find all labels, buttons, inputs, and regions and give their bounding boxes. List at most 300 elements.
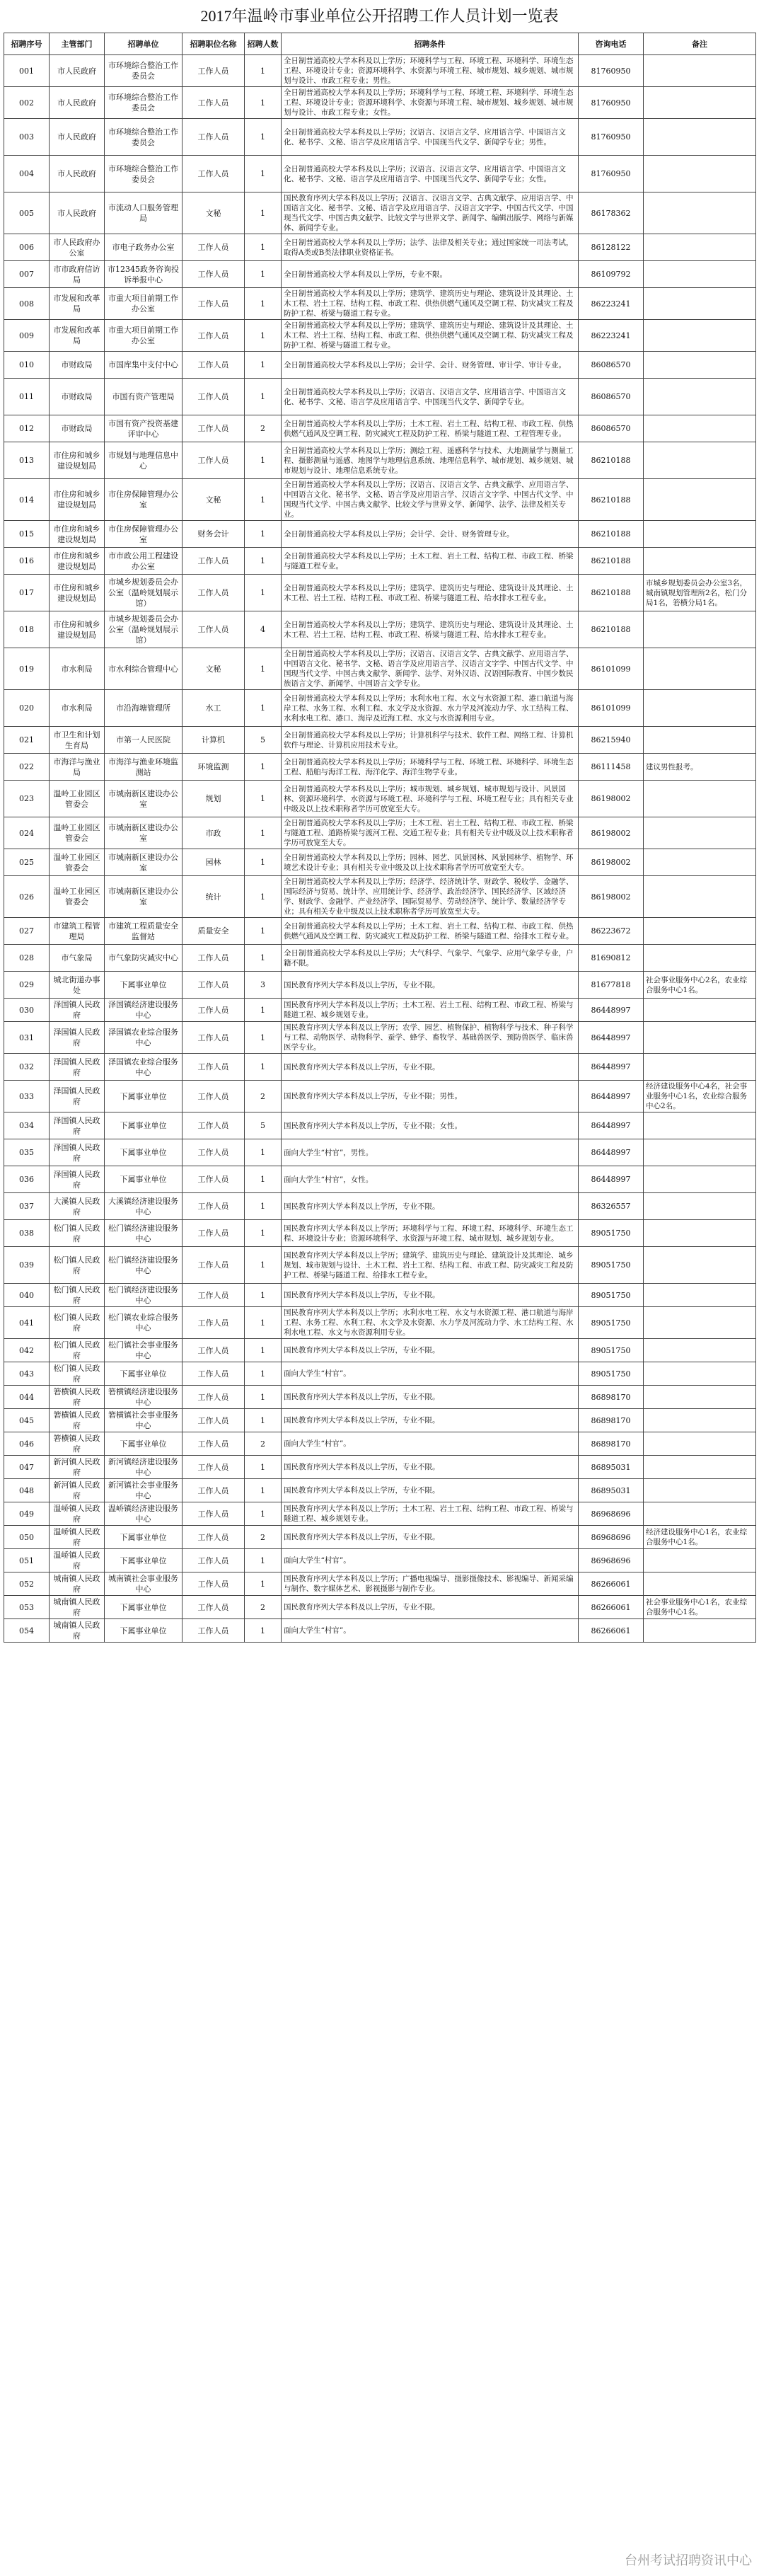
row-position: 园林 xyxy=(182,849,245,876)
table-row xyxy=(4,119,756,156)
row-no: 002 xyxy=(4,87,50,119)
row-count: 1 xyxy=(245,192,282,234)
row-dept: 市市政府信访局 xyxy=(50,261,105,288)
row-phone: 81760950 xyxy=(579,87,644,119)
row-no: 027 xyxy=(4,918,50,945)
row-unit: 松门镇经济建设服务中心 xyxy=(105,1284,182,1307)
row-unit: 市电子政务办公室 xyxy=(105,234,182,261)
row-count: 1 xyxy=(245,87,282,119)
row-count: 1 xyxy=(245,1572,282,1596)
row-requirements: 国民教育序列大学本科及以上学历，专业不限。 xyxy=(282,1339,579,1362)
row-requirements: 全日制普通高校大学本科及以上学历；汉语言、汉语言文学、应用语言学、中国语言文化、秘书学、文秘、语言学及应用语言学、中国现当代文学、新闻学专业。 xyxy=(282,379,579,415)
row-position: 环境监测 xyxy=(182,754,245,781)
row-phone: 86210188 xyxy=(579,479,644,521)
row-no: 018 xyxy=(4,611,50,648)
row-position: 工作人员 xyxy=(182,999,245,1022)
row-phone: 86266061 xyxy=(579,1619,644,1643)
row-dept: 市人民政府 xyxy=(50,156,105,192)
row-unit: 下属事业单位 xyxy=(105,1526,182,1549)
row-phone: 86086570 xyxy=(579,352,644,379)
col-header-requirements: 招聘条件 xyxy=(282,33,579,55)
row-unit: 下属事业单位 xyxy=(105,1362,182,1386)
row-remarks xyxy=(644,876,756,918)
table-row xyxy=(4,192,756,234)
row-count: 1 xyxy=(245,1220,282,1247)
row-no: 010 xyxy=(4,352,50,379)
row-dept: 市气象局 xyxy=(50,945,105,972)
row-position: 工作人员 xyxy=(182,575,245,611)
row-dept: 市住房和城乡建设规划局 xyxy=(50,442,105,479)
row-dept: 市住房和城乡建设规划局 xyxy=(50,575,105,611)
row-requirements: 全日制普通高校大学本科及以上学历；土木工程、岩土工程、结构工程、市政工程、桥梁与隧道工程专业。 xyxy=(282,548,579,575)
row-phone: 81677818 xyxy=(579,972,644,999)
row-remarks xyxy=(644,87,756,119)
row-unit: 箬横镇经济建设服务中心 xyxy=(105,1386,182,1409)
row-count: 4 xyxy=(245,611,282,648)
row-requirements: 全日制普通高校大学本科及以上学历，专业不限。 xyxy=(282,261,579,288)
row-no: 019 xyxy=(4,648,50,690)
table-row xyxy=(4,690,756,727)
row-position: 工作人员 xyxy=(182,320,245,352)
row-position: 工作人员 xyxy=(182,261,245,288)
row-requirements: 全日制普通高校大学本科及以上学历；经济学、经济统计学、财政学、税收学、金融学、国际经济与贸易、统计学、应用统计学、经济学、政治经济学、国民经济学、区域经济学、财政学、金融学、产业经济学、国际贸易学、劳动经济学、统计学、数量经济学专业；具有相关专业中级及以上技术职称者学历可放宽至大专。 xyxy=(282,876,579,918)
row-phone: 81690812 xyxy=(579,945,644,972)
row-phone: 86215940 xyxy=(579,727,644,754)
table-row xyxy=(4,415,756,442)
row-unit: 箬横镇社会事业服务中心 xyxy=(105,1409,182,1432)
row-no: 024 xyxy=(4,817,50,849)
table-row xyxy=(4,1362,756,1386)
row-dept: 市财政局 xyxy=(50,352,105,379)
row-unit: 市城南新区建设办公室 xyxy=(105,817,182,849)
row-requirements: 国民教育序列大学本科及以上学历，专业不限。 xyxy=(282,1596,579,1619)
table-row xyxy=(4,1432,756,1456)
table-row xyxy=(4,1596,756,1619)
row-requirements: 全日制普通高校大学本科及以上学历；计算机科学与技术、软件工程、网络工程、计算机软件与理论、计算机应用技术专业。 xyxy=(282,727,579,754)
row-count: 1 xyxy=(245,1193,282,1220)
row-requirements: 全日制普通高校大学本科及以上学历；环境科学与工程、环境工程、环境科学、环境生态工程、环境设计专业；资源环境科学、水资源与环境工程、城市规划、城乡规划、城市规划与设计、市政工程专业；女性。 xyxy=(282,87,579,119)
table-row xyxy=(4,648,756,690)
table-row xyxy=(4,1619,756,1643)
row-position: 工作人员 xyxy=(182,945,245,972)
row-no: 039 xyxy=(4,1247,50,1284)
col-header-remarks: 备注 xyxy=(644,33,756,55)
row-no: 021 xyxy=(4,727,50,754)
row-unit: 大溪镇经济建设服务中心 xyxy=(105,1193,182,1220)
col-header-dept: 主管部门 xyxy=(50,33,105,55)
row-dept: 城南镇人民政府 xyxy=(50,1596,105,1619)
row-phone: 89051750 xyxy=(579,1284,644,1307)
row-dept: 松门镇人民政府 xyxy=(50,1339,105,1362)
row-unit: 下属事业单位 xyxy=(105,1549,182,1572)
row-count: 1 xyxy=(245,1054,282,1081)
row-position: 工作人员 xyxy=(182,1193,245,1220)
row-count: 1 xyxy=(245,1456,282,1479)
row-unit: 市城乡规划委员会办公室（温岭规划展示馆） xyxy=(105,611,182,648)
row-remarks xyxy=(644,918,756,945)
watermark: 台州考试招聘资讯中心 xyxy=(625,2553,752,2568)
row-no: 023 xyxy=(4,781,50,817)
row-position: 水工 xyxy=(182,690,245,727)
row-phone: 86198002 xyxy=(579,817,644,849)
row-dept: 市住房和城乡建设规划局 xyxy=(50,479,105,521)
row-requirements: 国民教育序列大学本科及以上学历，专业不限。 xyxy=(282,1193,579,1220)
table-row xyxy=(4,1247,756,1284)
table-row xyxy=(4,945,756,972)
table-row xyxy=(4,1502,756,1526)
row-no: 042 xyxy=(4,1339,50,1362)
row-unit: 下属事业单位 xyxy=(105,1619,182,1643)
table-row xyxy=(4,1220,756,1247)
row-no: 016 xyxy=(4,548,50,575)
row-remarks: 建议男性报考。 xyxy=(644,754,756,781)
row-count: 1 xyxy=(245,876,282,918)
row-remarks xyxy=(644,1022,756,1054)
row-unit: 市环境综合整治工作委员会 xyxy=(105,55,182,87)
row-count: 1 xyxy=(245,1619,282,1643)
row-remarks xyxy=(644,648,756,690)
row-unit: 市城南新区建设办公室 xyxy=(105,849,182,876)
row-phone: 89051750 xyxy=(579,1247,644,1284)
row-position: 工作人员 xyxy=(182,1112,245,1139)
row-requirements: 全日制普通高校大学本科及以上学历；环境科学与工程、环境工程、环境科学、环境生态工程、船舶与海洋工程、海洋化学、海洋生物学专业。 xyxy=(282,754,579,781)
row-phone: 86101099 xyxy=(579,690,644,727)
table-row xyxy=(4,288,756,320)
row-phone: 86968696 xyxy=(579,1526,644,1549)
row-remarks xyxy=(644,415,756,442)
table-row xyxy=(4,55,756,87)
row-no: 030 xyxy=(4,999,50,1022)
row-dept: 箬横镇人民政府 xyxy=(50,1386,105,1409)
row-dept: 市建筑工程管理局 xyxy=(50,918,105,945)
col-header-unit: 招聘单位 xyxy=(105,33,182,55)
row-unit: 市环境综合整治工作委员会 xyxy=(105,87,182,119)
row-unit: 市建筑工程质量安全监督站 xyxy=(105,918,182,945)
row-requirements: 国民教育序列大学本科及以上学历；建筑学、建筑历史与理论、建筑设计及其理论、城乡规划、城市规划与设计、土木工程、岩土工程、结构工程、市政工程、防灾减灾工程及防护工程、桥梁与隧道工程、给排水工程专业。 xyxy=(282,1247,579,1284)
table-row xyxy=(4,352,756,379)
row-count: 1 xyxy=(245,320,282,352)
table-row xyxy=(4,234,756,261)
row-count: 5 xyxy=(245,1112,282,1139)
table-row xyxy=(4,972,756,999)
row-dept: 市人民政府 xyxy=(50,87,105,119)
row-phone: 86266061 xyxy=(579,1596,644,1619)
row-position: 工作人员 xyxy=(182,55,245,87)
row-requirements: 国民教育序列大学本科及以上学历，专业不限。 xyxy=(282,1526,579,1549)
row-position: 工作人员 xyxy=(182,1596,245,1619)
row-requirements: 国民教育序列大学本科及以上学历，专业不限；男性。 xyxy=(282,1081,579,1112)
row-count: 2 xyxy=(245,415,282,442)
row-no: 009 xyxy=(4,320,50,352)
row-position: 工作人员 xyxy=(182,1386,245,1409)
row-requirements: 全日制普通高校大学本科及以上学历；园林、园艺、风景园林、风景园林学、植物学、环境艺术设计专业；具有相关专业中级及以上技术职称者学历可放宽至大专。 xyxy=(282,849,579,876)
row-no: 005 xyxy=(4,192,50,234)
row-requirements: 面向大学生“村官”。 xyxy=(282,1549,579,1572)
row-count: 1 xyxy=(245,156,282,192)
row-dept: 松门镇人民政府 xyxy=(50,1362,105,1386)
row-position: 工作人员 xyxy=(182,1054,245,1081)
row-count: 1 xyxy=(245,1339,282,1362)
row-unit: 市住房保障管理办公室 xyxy=(105,521,182,548)
table-row xyxy=(4,849,756,876)
row-phone: 86448997 xyxy=(579,1081,644,1112)
row-phone: 86178362 xyxy=(579,192,644,234)
row-remarks xyxy=(644,261,756,288)
row-phone: 86898170 xyxy=(579,1409,644,1432)
col-header-count: 招聘人数 xyxy=(245,33,282,55)
row-no: 044 xyxy=(4,1386,50,1409)
row-remarks xyxy=(644,1139,756,1166)
row-remarks: 社会事业服务中心2名，农业综合服务中心1名。 xyxy=(644,972,756,999)
row-requirements: 全日制普通高校大学本科及以上学历；土木工程、岩土工程、结构工程、市政工程、供热供燃气通风及空调工程、防灾减灾工程及防护工程、桥梁与隧道工程、给排水工程专业。 xyxy=(282,918,579,945)
table-row xyxy=(4,442,756,479)
table-row xyxy=(4,817,756,849)
row-remarks xyxy=(644,999,756,1022)
row-dept: 松门镇人民政府 xyxy=(50,1284,105,1307)
row-count: 1 xyxy=(245,442,282,479)
row-remarks xyxy=(644,352,756,379)
table-row xyxy=(4,379,756,415)
row-dept: 市水利局 xyxy=(50,690,105,727)
row-dept: 大溪镇人民政府 xyxy=(50,1193,105,1220)
row-phone: 89051750 xyxy=(579,1339,644,1362)
row-remarks xyxy=(644,1362,756,1386)
row-count: 1 xyxy=(245,1284,282,1307)
row-phone: 86223241 xyxy=(579,320,644,352)
row-no: 054 xyxy=(4,1619,50,1643)
row-phone: 86210188 xyxy=(579,442,644,479)
table-row xyxy=(4,261,756,288)
row-position: 计算机 xyxy=(182,727,245,754)
row-count: 1 xyxy=(245,521,282,548)
row-count: 1 xyxy=(245,945,282,972)
table-row xyxy=(4,918,756,945)
row-position: 工作人员 xyxy=(182,442,245,479)
row-remarks xyxy=(644,1054,756,1081)
row-phone: 89051750 xyxy=(579,1220,644,1247)
row-phone: 86448997 xyxy=(579,1166,644,1193)
row-requirements: 全日制普通高校大学本科及以上学历；测绘工程、遥感科学与技术、大地测量学与测量工程、摄影测量与遥感、地图学与地理信息系统、地理信息科学、城市规划、城乡规划、城市规划与设计、地理信息系统专业。 xyxy=(282,442,579,479)
row-count: 1 xyxy=(245,55,282,87)
row-remarks xyxy=(644,1339,756,1362)
row-phone: 86210188 xyxy=(579,521,644,548)
row-remarks xyxy=(644,1247,756,1284)
row-unit: 松门镇经济建设服务中心 xyxy=(105,1247,182,1284)
row-count: 1 xyxy=(245,234,282,261)
row-count: 1 xyxy=(245,849,282,876)
row-requirements: 国民教育序列大学本科及以上学历；农学、园艺、植物保护、植物科学与技术、种子科学与工程、动物医学、动物科学、蚕学、蜂学、畜牧学、基础兽医学、预防兽医学、临床兽医学专业。 xyxy=(282,1022,579,1054)
row-phone: 81760950 xyxy=(579,55,644,87)
row-remarks xyxy=(644,849,756,876)
row-phone: 86198002 xyxy=(579,849,644,876)
row-unit: 下属事业单位 xyxy=(105,972,182,999)
row-remarks xyxy=(644,288,756,320)
row-no: 007 xyxy=(4,261,50,288)
row-unit: 下属事业单位 xyxy=(105,1081,182,1112)
row-no: 052 xyxy=(4,1572,50,1596)
row-phone: 86895031 xyxy=(579,1456,644,1479)
row-no: 022 xyxy=(4,754,50,781)
row-count: 1 xyxy=(245,754,282,781)
row-position: 工作人员 xyxy=(182,1139,245,1166)
row-position: 文秘 xyxy=(182,479,245,521)
row-phone: 86898170 xyxy=(579,1432,644,1456)
row-requirements: 面向大学生“村官”。 xyxy=(282,1619,579,1643)
row-remarks xyxy=(644,690,756,727)
table-row xyxy=(4,781,756,817)
row-count: 5 xyxy=(245,727,282,754)
row-unit: 市12345政务咨询投诉举报中心 xyxy=(105,261,182,288)
row-position: 工作人员 xyxy=(182,288,245,320)
table-row xyxy=(4,1339,756,1362)
row-count: 1 xyxy=(245,1307,282,1339)
row-unit: 市住房保障管理办公室 xyxy=(105,479,182,521)
row-dept: 温岭工业园区管委会 xyxy=(50,849,105,876)
row-phone: 86198002 xyxy=(579,781,644,817)
row-count: 1 xyxy=(245,288,282,320)
row-no: 034 xyxy=(4,1112,50,1139)
row-requirements: 国民教育序列大学本科及以上学历，专业不限。 xyxy=(282,1479,579,1502)
row-dept: 温岭工业园区管委会 xyxy=(50,781,105,817)
row-requirements: 国民教育序列大学本科及以上学历；汉语言、汉语言文学、古典文献学、应用语言学、中国语言文化、秘书学、文秘、语言学及应用语言学、汉语言文字学、中国古代文学、中国现当代文学、中国古典文献学、比较文学与世界文学、新闻学、编辑出版学、网络与新媒体、新闻学专业。 xyxy=(282,192,579,234)
table-row xyxy=(4,1166,756,1193)
row-requirements: 面向大学生“村官”。 xyxy=(282,1432,579,1456)
row-phone: 86448997 xyxy=(579,999,644,1022)
table-row xyxy=(4,1284,756,1307)
row-remarks xyxy=(644,192,756,234)
row-phone: 86448997 xyxy=(579,1054,644,1081)
row-requirements: 面向大学生“村官”。 xyxy=(282,1362,579,1386)
row-requirements: 国民教育序列大学本科及以上学历，专业不限。 xyxy=(282,1456,579,1479)
row-phone: 86223241 xyxy=(579,288,644,320)
row-position: 工作人员 xyxy=(182,234,245,261)
row-remarks xyxy=(644,1479,756,1502)
row-no: 048 xyxy=(4,1479,50,1502)
row-dept: 市人民政府办公室 xyxy=(50,234,105,261)
row-dept: 泽国镇人民政府 xyxy=(50,1081,105,1112)
row-unit: 泽国镇农业综合服务中心 xyxy=(105,1022,182,1054)
row-count: 1 xyxy=(245,575,282,611)
row-dept: 市发展和改革局 xyxy=(50,288,105,320)
row-phone: 86086570 xyxy=(579,379,644,415)
row-position: 规划 xyxy=(182,781,245,817)
row-phone: 86448997 xyxy=(579,1022,644,1054)
row-unit: 市重大项目前期工作办公室 xyxy=(105,288,182,320)
row-unit: 市国有资产投资基建评审中心 xyxy=(105,415,182,442)
row-position: 统计 xyxy=(182,876,245,918)
row-requirements: 全日制普通高校大学本科及以上学历；法学、法律及相关专业；通过国家统一司法考试，取得A类或B类法律职业资格证书。 xyxy=(282,234,579,261)
row-unit: 市国库集中支付中心 xyxy=(105,352,182,379)
row-position: 文秘 xyxy=(182,192,245,234)
row-count: 1 xyxy=(245,1549,282,1572)
row-no: 050 xyxy=(4,1526,50,1549)
row-count: 1 xyxy=(245,1409,282,1432)
table-row xyxy=(4,1479,756,1502)
row-position: 工作人员 xyxy=(182,1456,245,1479)
row-unit: 市环境综合整治工作委员会 xyxy=(105,156,182,192)
row-no: 032 xyxy=(4,1054,50,1081)
row-count: 2 xyxy=(245,1432,282,1456)
row-count: 1 xyxy=(245,352,282,379)
row-dept: 市财政局 xyxy=(50,415,105,442)
row-count: 1 xyxy=(245,1479,282,1502)
row-unit: 下属事业单位 xyxy=(105,1139,182,1166)
row-requirements: 国民教育序列大学本科及以上学历，专业不限。 xyxy=(282,1386,579,1409)
row-no: 045 xyxy=(4,1409,50,1432)
row-dept: 松门镇人民政府 xyxy=(50,1247,105,1284)
row-requirements: 国民教育序列大学本科及以上学历，专业不限。 xyxy=(282,972,579,999)
row-count: 1 xyxy=(245,817,282,849)
row-count: 1 xyxy=(245,479,282,521)
table-row xyxy=(4,611,756,648)
table-row xyxy=(4,1409,756,1432)
row-remarks xyxy=(644,548,756,575)
row-dept: 松门镇人民政府 xyxy=(50,1220,105,1247)
row-no: 017 xyxy=(4,575,50,611)
row-phone: 86223672 xyxy=(579,918,644,945)
row-phone: 86448997 xyxy=(579,1112,644,1139)
row-requirements: 全日制普通高校大学本科及以上学历；汉语言、汉语言文学、应用语言学、中国语言文化、秘书学、文秘、语言学及应用语言学、中国现当代文学、新闻学专业；男性。 xyxy=(282,119,579,156)
row-no: 004 xyxy=(4,156,50,192)
table-row xyxy=(4,727,756,754)
row-phone: 89051750 xyxy=(579,1362,644,1386)
row-requirements: 全日制普通高校大学本科及以上学历；建筑学、建筑历史与理论、建筑设计及其理论、土木工程、岩土工程、结构工程、市政工程、桥梁与隧道工程、给水排水工程专业。 xyxy=(282,611,579,648)
col-header-phone: 咨询电话 xyxy=(579,33,644,55)
row-phone: 86210188 xyxy=(579,611,644,648)
row-count: 3 xyxy=(245,972,282,999)
row-no: 041 xyxy=(4,1307,50,1339)
row-no: 031 xyxy=(4,1022,50,1054)
row-unit: 下属事业单位 xyxy=(105,1596,182,1619)
row-position: 财务会计 xyxy=(182,521,245,548)
row-requirements: 全日制普通高校大学本科及以上学历；建筑学、建筑历史与理论、建筑设计及其理论、土木工程、岩土工程、结构工程、市政工程、供热供燃气通风及空调工程、防灾减灾工程及防护工程、桥梁与隧道工程专业。 xyxy=(282,320,579,352)
row-dept: 箬横镇人民政府 xyxy=(50,1409,105,1432)
row-unit: 市重大项目前期工作办公室 xyxy=(105,320,182,352)
row-dept: 新河镇人民政府 xyxy=(50,1479,105,1502)
row-phone: 86968696 xyxy=(579,1502,644,1526)
row-position: 工作人员 xyxy=(182,1409,245,1432)
row-remarks: 市城乡规划委员会办公室3名，城南镇规划管理所2名，松门分局1名，箬横分局1名。 xyxy=(644,575,756,611)
row-no: 012 xyxy=(4,415,50,442)
row-no: 001 xyxy=(4,55,50,87)
row-dept: 松门镇人民政府 xyxy=(50,1307,105,1339)
row-unit: 下属事业单位 xyxy=(105,1432,182,1456)
row-requirements: 全日制普通高校大学本科及以上学历；环境科学与工程、环境工程、环境科学、环境生态工程、环境设计专业；资源环境科学、水资源与环境工程、城市规划、城乡规划、城市规划与设计、市政工程专业；男性。 xyxy=(282,55,579,87)
row-position: 文秘 xyxy=(182,648,245,690)
row-unit: 市城南新区建设办公室 xyxy=(105,781,182,817)
row-requirements: 全日制普通高校大学本科及以上学历；会计学、会计、财务管理、审计学、审计专业。 xyxy=(282,352,579,379)
row-count: 2 xyxy=(245,1596,282,1619)
row-unit: 市第一人民医院 xyxy=(105,727,182,754)
table-row xyxy=(4,999,756,1022)
row-no: 011 xyxy=(4,379,50,415)
table-row xyxy=(4,1386,756,1409)
row-requirements: 全日制普通高校大学本科及以上学历；土木工程、岩土工程、结构工程、市政工程、供热供燃气通风及空调工程、防灾减灾工程及防护工程、桥梁与隧道工程、工程管理专业。 xyxy=(282,415,579,442)
row-phone: 86898170 xyxy=(579,1386,644,1409)
row-remarks: 经济建设服务中心4名，社会事业服务中心1名，农业综合服务中心2名。 xyxy=(644,1081,756,1112)
row-dept: 泽国镇人民政府 xyxy=(50,1022,105,1054)
row-dept: 温岭工业园区管委会 xyxy=(50,817,105,849)
row-requirements: 全日制普通高校大学本科及以上学历；汉语言、汉语言文学、古典文献学、应用语言学、中国语言文化、秘书学、文秘、语言学及应用语言学、汉语言文字学、中国古代文学、中国现当代文学、中国古典文献学、比较文学与世界文学、新闻学、法学、法律及相关专业。 xyxy=(282,479,579,521)
row-count: 1 xyxy=(245,261,282,288)
row-count: 1 xyxy=(245,1139,282,1166)
row-no: 036 xyxy=(4,1166,50,1193)
table-row xyxy=(4,521,756,548)
table-row xyxy=(4,1456,756,1479)
row-remarks xyxy=(644,781,756,817)
row-requirements: 面向大学生“村官”，男性。 xyxy=(282,1139,579,1166)
row-unit: 泽国镇经济建设服务中心 xyxy=(105,999,182,1022)
